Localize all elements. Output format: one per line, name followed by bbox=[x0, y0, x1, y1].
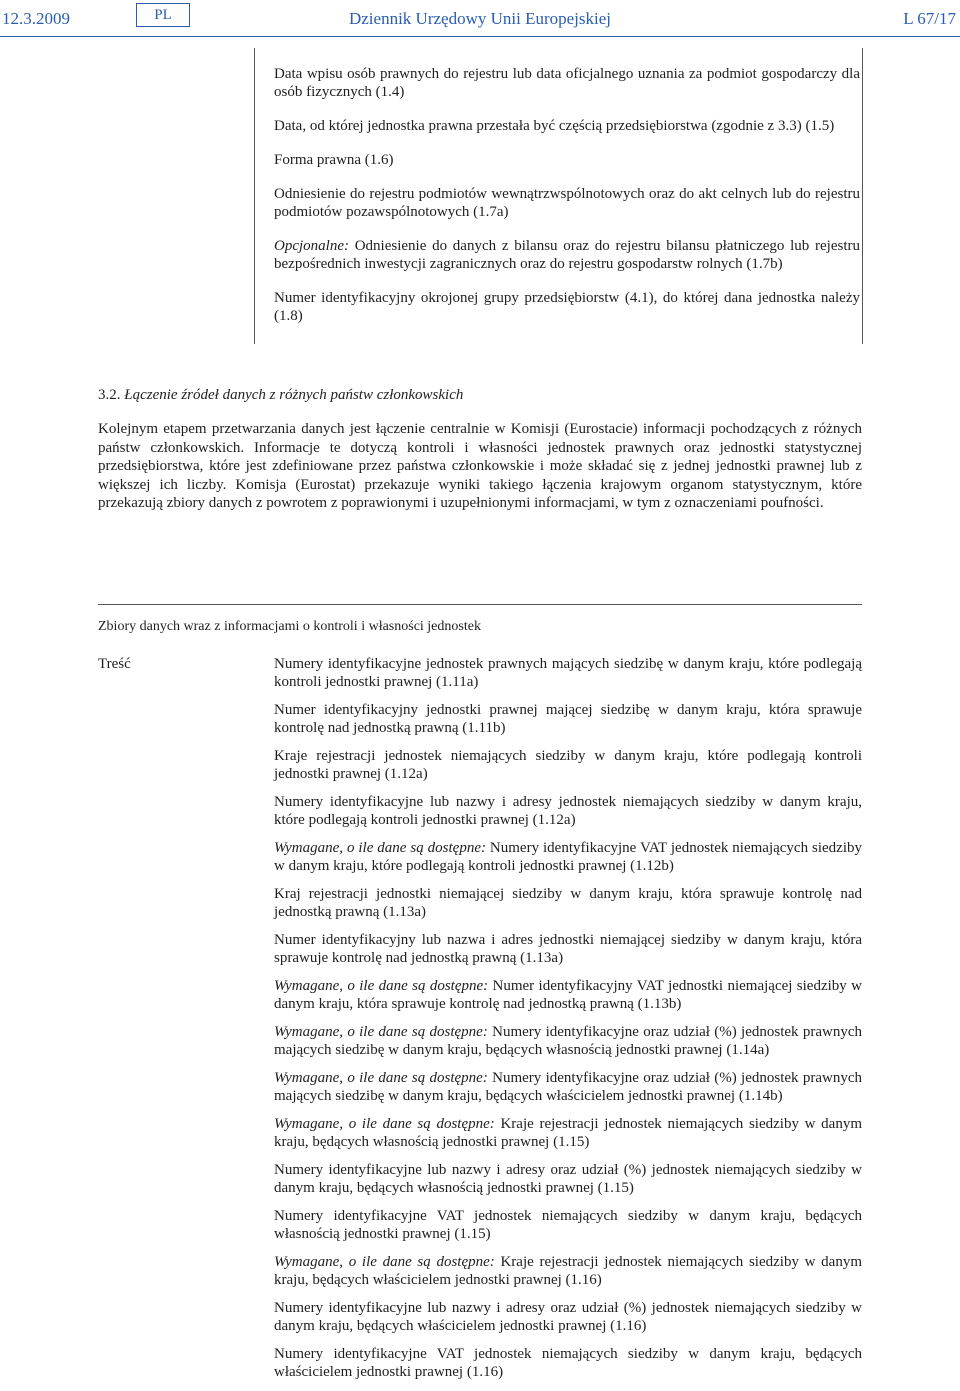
variable-item bbox=[274, 289, 860, 325]
item-text: Numery identyfikacyjne lub nazwy i adresy oraz udział (%) jednostek niemających siedziby w danym kraju, będących własnością jednostki prawnej (1.15) bbox=[274, 1162, 862, 1196]
variables-box bbox=[98, 48, 863, 344]
item-text: Numer identyfikacyjny lub nazwa i adres jednostki niemającej siedziby w danym kraju, która sprawuje kontrolę nad jednostką prawną (1.13a) bbox=[274, 932, 862, 966]
item-text: Numery identyfikacyjne lub nazwy i adresy oraz udział (%) jednostek niemających siedziby w danym kraju, będących właścicielem jednostki prawnej (1.16) bbox=[274, 1300, 862, 1334]
item-text: Numery identyfikacyjne oraz udział (%) jednostek prawnych mających siedzibę w danym kraju, będących właścicielem jednostki prawnej (1.14b) bbox=[274, 1070, 862, 1104]
item-text: Numer identyfikacyjny VAT jednostki niemającej siedziby w danym kraju, która sprawuje kontrolę nad jednostką prawną (1.13b) bbox=[274, 978, 862, 1012]
item-text: Numery identyfikacyjne VAT jednostek niemających siedziby w danym kraju, które podlegają kontroli jednostki prawnej (1.12b) bbox=[274, 840, 863, 874]
item-text: Data, od której jednostka prawna przestała być częścią przedsiębiorstwa (zgodnie z 3.3) (1.5) bbox=[274, 118, 835, 134]
item-text: Numer identyfikacyjny jednostki prawnej mającej siedzibę w danym kraju, która sprawuje kontrolę nad jednostką prawną (1.11b) bbox=[274, 702, 862, 736]
item-qualifier: Wymagane, o ile dane są dostępne: bbox=[274, 978, 489, 994]
section-body: Kolejnym etapem przetwarzania danych jest łączenie centralnie w Komisji (Eurostacie) informacji pochodzących z różnych państw członkowskich. Informacje te dotyczą kontroli i własności jednostek prawnych oraz jednostki statystycznej przedsiębiorstwa, które jest zdefiniowane przez państwa członkowskie i może składać się z jednej jednostki prawnej lub z większej ich liczby. Komisja (Eurostat) przekazuje wyniki takiego łączenia krajowym organom statystycznym, które przekazują zbiory danych z powrotem z poprawionymi i uzupełnionymi informacjami, w tym z oznaczeniami poufności. bbox=[98, 421, 862, 511]
dataset-item bbox=[274, 977, 862, 1013]
item-text: Numery identyfikacyjne oraz udział (%) jednostek prawnych mających siedzibę w danym kraju, będących własnością jednostki prawnej (1.14a) bbox=[274, 1024, 862, 1058]
page-number: L 67/17 bbox=[903, 9, 956, 28]
dataset-item bbox=[274, 1161, 862, 1197]
item-text: Numery identyfikacyjne VAT jednostek niemających siedziby w danym kraju, będących własnością jednostki prawnej (1.15) bbox=[274, 1208, 862, 1242]
item-text: Numer identyfikacyjny okrojonej grupy przedsiębiorstw (4.1), do której dana jednostka należy (1.8) bbox=[274, 290, 860, 324]
item-text: Kraje rejestracji jednostek niemających siedziby w danym kraju, które podlegają kontroli jednostki prawnej (1.12a) bbox=[274, 748, 862, 782]
item-text: Numery identyfikacyjne jednostek prawnych mających siedzibę w danym kraju, które podlegają kontroli jednostki prawnej (1.11a) bbox=[274, 656, 862, 690]
dataset-item bbox=[274, 793, 862, 829]
dataset-item bbox=[274, 1023, 862, 1059]
item-qualifier: Wymagane, o ile dane są dostępne: bbox=[274, 1116, 495, 1132]
item-qualifier: Wymagane, o ile dane są dostępne: bbox=[274, 840, 486, 856]
dataset-item bbox=[274, 885, 862, 921]
section-number: 3.2. bbox=[98, 387, 121, 403]
dataset-item bbox=[274, 747, 862, 783]
dataset-item bbox=[274, 655, 862, 691]
item-qualifier: Wymagane, o ile dane są dostępne: bbox=[274, 1070, 488, 1086]
item-text: Numery identyfikacyjne lub nazwy i adresy jednostek niemających siedziby w danym kraju, które podlegają kontroli jednostki prawnej (1.12a) bbox=[274, 794, 862, 828]
item-qualifier: Wymagane, o ile dane są dostępne: bbox=[274, 1254, 495, 1270]
header-rule bbox=[0, 36, 960, 37]
item-text: Data wpisu osób prawnych do rejestru lub data oficjalnego uznania za podmiot gospodarczy dla osób fizycznych (1.4) bbox=[274, 66, 860, 100]
dataset-item bbox=[274, 1345, 862, 1381]
dataset-item bbox=[274, 839, 862, 875]
dataset-item bbox=[274, 701, 862, 737]
item-text: Forma prawna (1.6) bbox=[274, 152, 394, 168]
table-row-label: Treść bbox=[98, 656, 131, 672]
section-heading bbox=[98, 386, 862, 404]
variable-item bbox=[274, 237, 860, 273]
dataset-item bbox=[274, 1115, 862, 1151]
item-text: Odniesienie do danych z bilansu oraz do rejestru bilansu płatniczego lub rejestru bezpośrednich inwestycji zagranicznych oraz do rejestru gospodarstw rolnych (1.7b) bbox=[274, 238, 860, 272]
section-title: Łączenie źródeł danych z różnych państw członkowskich bbox=[124, 387, 464, 403]
language-badge: PL bbox=[136, 3, 190, 27]
dataset-item bbox=[274, 1207, 862, 1243]
variable-item bbox=[274, 151, 860, 169]
variable-item bbox=[274, 65, 860, 101]
item-text: Numery identyfikacyjne VAT jednostek niemających siedziby w danym kraju, będących właścicielem jednostki prawnej (1.16) bbox=[274, 1346, 862, 1380]
dataset-item bbox=[274, 1253, 862, 1289]
page-header bbox=[0, 0, 960, 40]
dataset-item bbox=[274, 931, 862, 967]
box-content bbox=[274, 65, 860, 341]
table-items bbox=[274, 655, 862, 1391]
dataset-item bbox=[274, 1299, 862, 1335]
table-top-rule bbox=[98, 604, 862, 605]
item-text: Odniesienie do rejestru podmiotów wewnątrzwspólnotowych oraz do akt celnych lub do rejestru podmiotów pozawspólnotowych (1.7a) bbox=[274, 186, 860, 220]
item-text: Kraje rejestracji jednostek niemających siedziby w danym kraju, będących właścicielem jednostki prawnej (1.16) bbox=[274, 1254, 862, 1288]
variable-item bbox=[274, 185, 860, 221]
item-qualifier: Opcjonalne: bbox=[274, 238, 349, 254]
section-3-2 bbox=[98, 386, 862, 513]
item-text: Kraje rejestracji jednostek niemających siedziby w danym kraju, będących własnością jednostki prawnej (1.15) bbox=[274, 1116, 862, 1150]
dataset-item bbox=[274, 1069, 862, 1105]
header-date: 12.3.2009 bbox=[2, 9, 70, 28]
table-title: Zbiory danych wraz z informacjami o kontroli i własności jednostek bbox=[98, 619, 481, 634]
variable-item bbox=[274, 117, 860, 135]
box-divider bbox=[254, 48, 255, 344]
item-qualifier: Wymagane, o ile dane są dostępne: bbox=[274, 1024, 488, 1040]
item-text: Kraj rejestracji jednostki niemającej siedziby w danym kraju, która sprawuje kontrolę nad jednostką prawną (1.13a) bbox=[274, 886, 862, 920]
journal-title: Dziennik Urzędowy Unii Europejskiej bbox=[348, 9, 611, 28]
